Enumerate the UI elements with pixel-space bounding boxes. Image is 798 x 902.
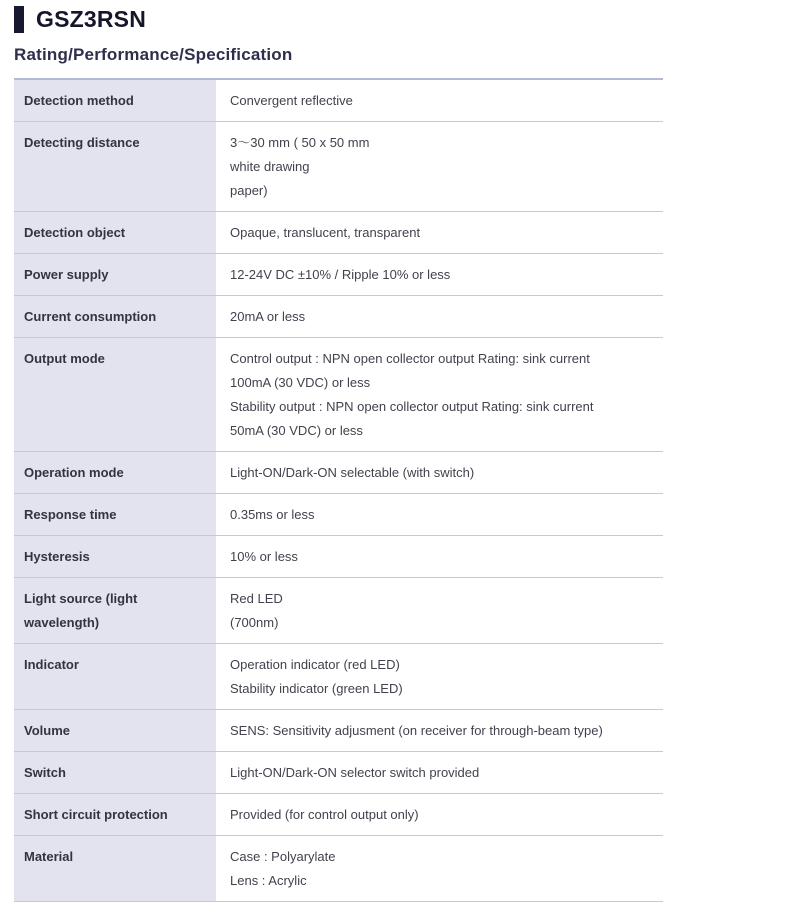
title-marker-bar (14, 6, 24, 33)
table-row (14, 296, 663, 338)
spec-value-line: (700nm) (230, 615, 279, 630)
spec-label-cell: Hysteresis (14, 536, 216, 577)
spec-value-cell (216, 254, 663, 295)
spec-value-cell (216, 494, 663, 535)
spec-value-line: paper) (230, 183, 268, 198)
spec-value-line: Provided (for control output only) (230, 807, 419, 822)
table-row (14, 644, 663, 710)
table-row (14, 80, 663, 122)
table-row (14, 452, 663, 494)
spec-value-line: 12-24V DC ±10% / Ripple 10% or less (230, 267, 451, 282)
spec-value-line: Stability indicator (green LED) (230, 681, 403, 696)
page-title: GSZ3RSN (36, 6, 147, 32)
spec-value-line: Lens : Acrylic (230, 873, 307, 888)
spec-label-cell: Light source (light wavelength) (14, 578, 216, 643)
spec-value-cell (216, 836, 663, 901)
spec-value-line: SENS: Sensitivity adjusment (on receiver for through-beam type) (230, 723, 603, 738)
spec-value-cell (216, 338, 663, 451)
spec-value-cell (216, 578, 663, 643)
spec-value-cell (216, 752, 663, 793)
spec-value-cell (216, 794, 663, 835)
spec-value-cell (216, 296, 663, 337)
spec-label-cell: Material (14, 836, 216, 901)
spec-value-line: 0.35ms or less (230, 507, 315, 522)
spec-label-cell: Detection method (14, 80, 216, 121)
spec-value-line: 10% or less (230, 549, 298, 564)
spec-label-cell: Switch (14, 752, 216, 793)
spec-label-cell: Operation mode (14, 452, 216, 493)
spec-value-line: 50mA (30 VDC) or less (230, 423, 363, 438)
spec-value-cell (216, 212, 663, 253)
table-row (14, 710, 663, 752)
spec-label-cell: Current consumption (14, 296, 216, 337)
spec-value-cell (216, 80, 663, 121)
table-row (14, 836, 663, 902)
spec-value-line: Light-ON/Dark-ON selectable (with switch) (230, 465, 475, 480)
spec-label-cell: Indicator (14, 644, 216, 709)
spec-value-line: Light-ON/Dark-ON selector switch provided (230, 765, 480, 780)
spec-value-cell (216, 644, 663, 709)
spec-label-cell: Volume (14, 710, 216, 751)
spec-value-line: 100mA (30 VDC) or less (230, 375, 371, 390)
table-row (14, 212, 663, 254)
spec-label-cell: Power supply (14, 254, 216, 295)
spec-value-line: Case : Polyarylate (230, 849, 336, 864)
table-row (14, 494, 663, 536)
product-title-row (14, 6, 798, 33)
table-row (14, 794, 663, 836)
spec-table-body (14, 80, 663, 902)
spec-label-cell: Detecting distance (14, 122, 216, 211)
table-row (14, 338, 663, 452)
spec-label-cell: Detection object (14, 212, 216, 253)
spec-label-cell: Response time (14, 494, 216, 535)
table-row (14, 122, 663, 212)
spec-value-line: white drawing (230, 159, 310, 174)
spec-page (0, 6, 798, 888)
spec-label-cell: Output mode (14, 338, 216, 451)
spec-value-line: 3〜30 mm ( 50 x 50 mm (230, 135, 370, 150)
spec-value-line: Control output : NPN open collector output Rating: sink current (230, 351, 590, 366)
spec-value-cell (216, 452, 663, 493)
spec-value-line: Red LED (230, 591, 283, 606)
spec-value-line: Stability output : NPN open collector output Rating: sink current (230, 399, 594, 414)
spec-value-cell (216, 710, 663, 751)
table-row (14, 752, 663, 794)
spec-value-cell (216, 536, 663, 577)
spec-value-line: Convergent reflective (230, 93, 353, 108)
spec-value-line: Opaque, translucent, transparent (230, 225, 421, 240)
spec-value-cell (216, 122, 663, 211)
spec-table (14, 78, 663, 902)
section-heading: Rating/Performance/Specification (14, 45, 293, 64)
spec-value-line: Operation indicator (red LED) (230, 657, 400, 672)
spec-value-line: 20mA or less (230, 309, 306, 324)
table-row (14, 578, 663, 644)
table-row (14, 536, 663, 578)
table-row (14, 254, 663, 296)
spec-label-cell: Short circuit protection (14, 794, 216, 835)
